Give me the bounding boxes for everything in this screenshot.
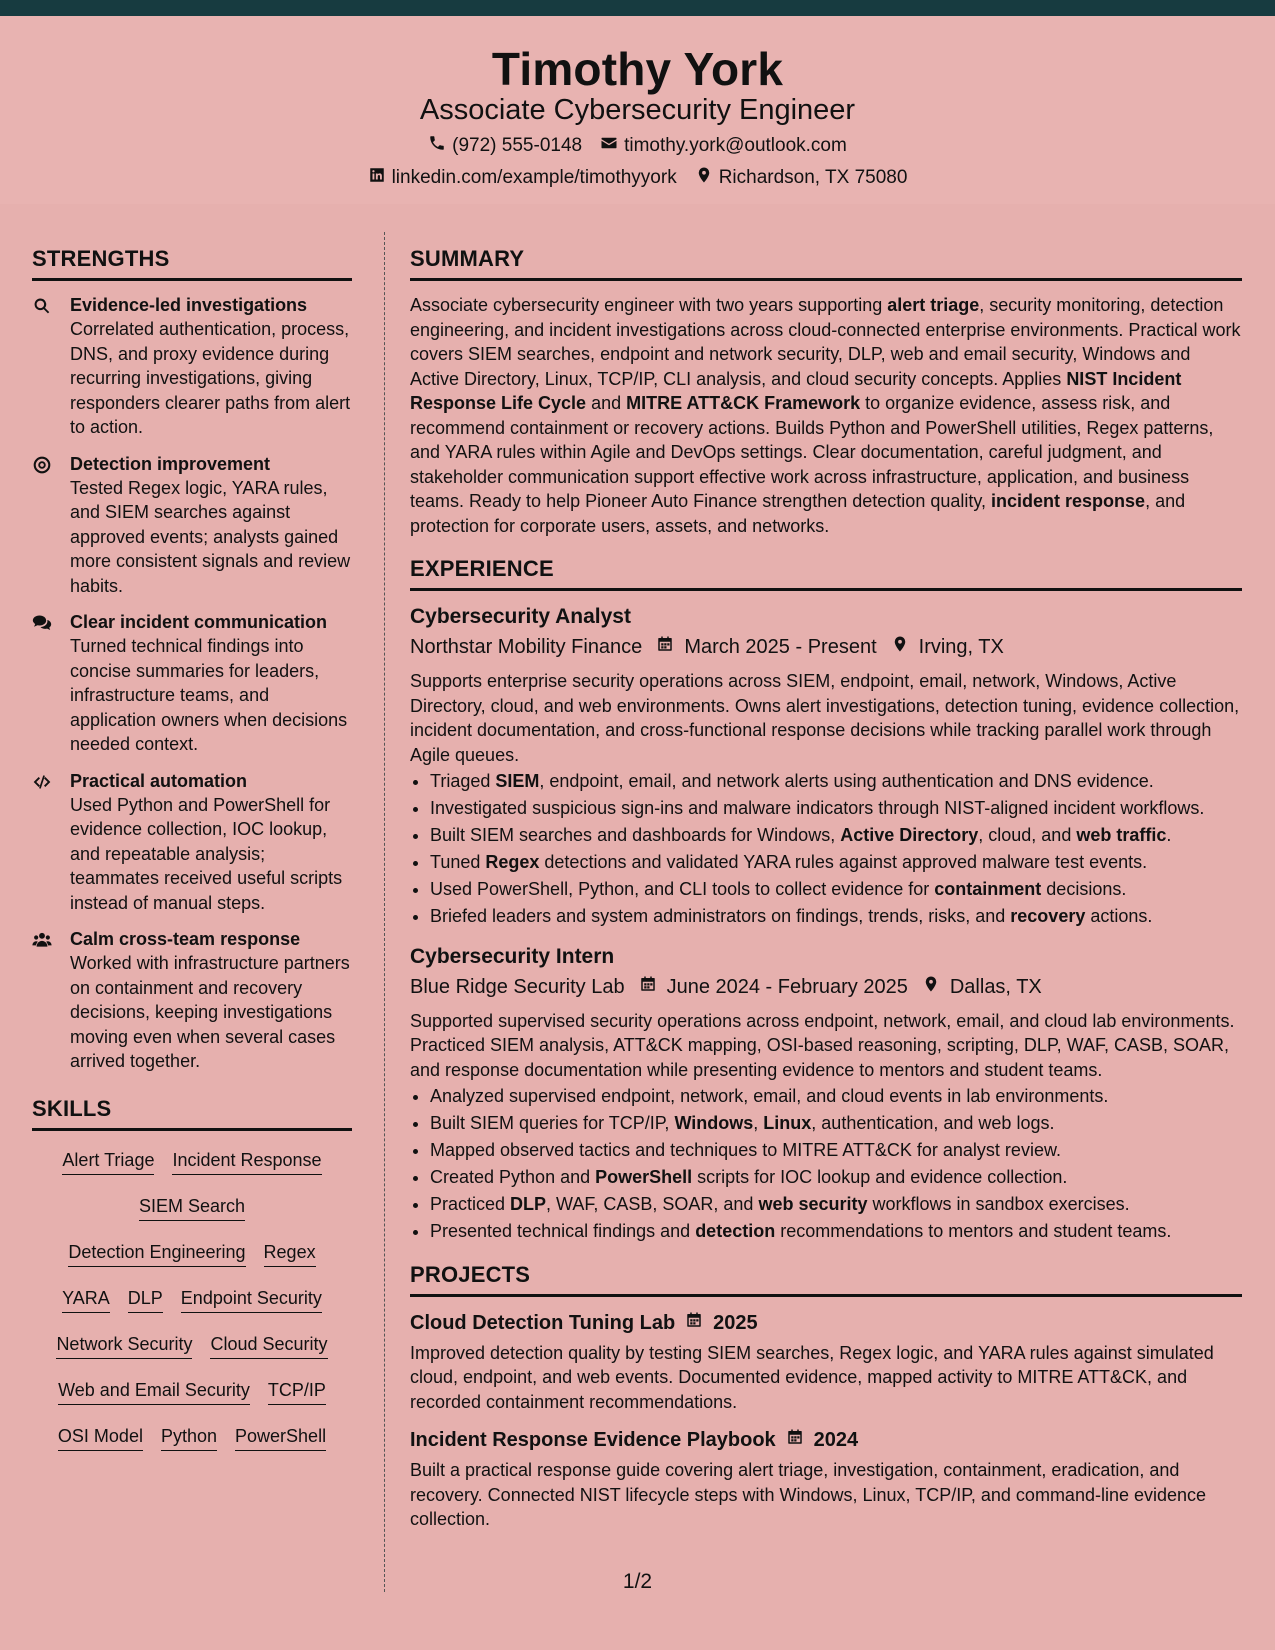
job-bullet: • Presented technical findings and detection recommendations to mentors and student teams.	[430, 1219, 1242, 1244]
skill-tag: Endpoint Security	[181, 1287, 322, 1313]
company-name: Blue Ridge Security Lab	[410, 975, 625, 998]
project-year: 2024	[813, 1429, 859, 1451]
top-accent-bar	[0, 0, 1275, 16]
project-header	[410, 1309, 1242, 1337]
job-bullet: • Briefed leaders and system administrators on findings, trends, risks, and recovery actions.	[430, 904, 1242, 929]
job-entry	[410, 603, 1242, 929]
strength-title: Practical automation	[70, 770, 248, 791]
contact-line-2	[0, 166, 1275, 190]
skill-row	[32, 1287, 352, 1313]
job-bullet: • Used PowerShell, Python, and CLI tools to collect evidence for containment decisions.	[430, 877, 1242, 902]
skill-tag: TCP/IP	[268, 1379, 326, 1405]
location-contact	[695, 166, 908, 190]
skill-tag: SIEM Search	[139, 1195, 245, 1221]
job-bullet: • Built SIEM searches and dashboards for Windows, Active Directory, cloud, and web traffic.	[430, 823, 1242, 848]
job-bullet: • Analyzed supervised endpoint, network, email, and cloud events in lab environments.	[430, 1084, 1242, 1109]
skill-tag: DLP	[128, 1287, 163, 1313]
resume-header	[0, 16, 1275, 204]
job-entry	[410, 943, 1242, 1244]
summary-text: Associate cybersecurity engineer with two years supporting alert triage, security monitoring, detection engineering, and incident investigations across cloud-connected enterprise environments. Practical work covers SIEM searches, endpoint and network security, DLP, web and email security, Windows and Active Directory, Linux, TCP/IP, CLI analysis, and cloud security concepts. Applies NIST Incident Response Life Cycle and MITRE ATT&CK Framework to organize evidence, assess risk, and recommend containment or recovery actions. Builds Python and PowerShell utilities, Regex patterns, and YARA rules within Agile and DevOps settings. Clear documentation, careful judgment, and stakeholder communication support effective work across infrastructure, application, and business teams. Ready to help Pioneer Auto Finance strengthen detection quality, incident response, and protection for corporate users, assets, and networks.	[410, 295, 1241, 536]
phone-icon	[428, 134, 446, 158]
project-year: 2025	[713, 1311, 758, 1334]
candidate-name: Timothy York	[491, 43, 784, 95]
map-pin-icon	[918, 973, 940, 1001]
job-description: Supported supervised security operations across endpoint, network, email, and cloud lab environments. Practiced SIEM analysis, ATT&CK mapping, OSI-based reasoning, scripting, DLP, WAF, CASB, SOAR, and response documentation while presenting evidence to mentors and student teams.	[410, 1010, 1235, 1080]
job-bullets	[410, 1084, 1242, 1244]
strength-desc: Used Python and PowerShell for evidence collection, IOC lookup, and repeatable analysis; teammates received useful scripts instead of manual steps.	[70, 794, 343, 913]
company-name: Northstar Mobility Finance	[410, 636, 643, 658]
job-dates: June 2024 - February 2025	[666, 975, 908, 998]
experience-heading: EXPERIENCE	[410, 556, 1242, 591]
email-contact[interactable]	[600, 134, 847, 158]
job-title: Cybersecurity Analyst	[410, 605, 631, 628]
job-location: Irving, TX	[918, 636, 1004, 658]
strength-desc: Tested Regex logic, YARA rules, and SIEM searches against approved events; analysts gained more consistent signals and review habits.	[70, 477, 351, 596]
strength-item	[32, 293, 352, 440]
skill-row	[32, 1241, 352, 1267]
strengths-heading: STRENGTHS	[32, 246, 352, 281]
job-title: Cybersecurity Intern	[410, 944, 615, 968]
target-icon	[32, 452, 56, 599]
strength-item	[32, 769, 352, 916]
email-text[interactable]: timothy.york@outlook.com	[624, 135, 847, 156]
strength-desc: Correlated authentication, process, DNS, and proxy evidence during recurring investigations, giving responders clearer paths from alert to action.	[70, 319, 351, 437]
location-text: Richardson, TX 75080	[718, 167, 908, 188]
project-description: Improved detection quality by testing SIEM searches, Regex logic, and YARA rules against simulated cloud, endpoint, and web events. Documented evidence, mapped activity to MITRE ATT&CK, and recorded containment recommendations.	[410, 1342, 1214, 1412]
project-entry	[410, 1426, 1242, 1532]
job-description: Supports enterprise security operations across SIEM, endpoint, email, network, Windows, Active Directory, cloud, and web environments. Owns alert investigations, detection tuning, evidence collection, incident documentation, and cross-functional response decisions while tracking parallel work through Agile queues.	[410, 671, 1240, 765]
job-dates: March 2025 - Present	[684, 636, 877, 658]
skill-tag: Alert Triage	[62, 1149, 154, 1175]
strength-item	[32, 927, 352, 1074]
job-bullet: • Created Python and PowerShell scripts for IOC lookup and evidence collection.	[430, 1165, 1242, 1190]
job-meta	[410, 633, 1242, 661]
calendar-icon	[635, 973, 657, 1001]
job-location: Dallas, TX	[949, 975, 1042, 998]
map-pin-icon	[695, 166, 713, 190]
strength-item	[32, 452, 352, 599]
strength-title: Calm cross-team response	[70, 929, 301, 949]
skill-tag: OSI Model	[58, 1425, 143, 1451]
skill-row	[32, 1195, 352, 1221]
skill-row	[32, 1333, 352, 1359]
project-header	[410, 1426, 1242, 1454]
project-title: Incident Response Evidence Playbook	[410, 1429, 776, 1451]
calendar-icon	[685, 1309, 703, 1337]
skills-section	[32, 1096, 352, 1451]
skill-row	[32, 1149, 352, 1175]
job-bullet: • Mapped observed tactics and techniques to MITRE ATT&CK for analyst review.	[430, 1138, 1242, 1163]
strength-desc: Worked with infrastructure partners on containment and recovery decisions, keeping investigations moving even when several cases arrived together.	[70, 953, 350, 1071]
code-icon	[32, 769, 56, 916]
skill-tag: Incident Response	[172, 1149, 321, 1175]
skill-tag: Network Security	[56, 1333, 192, 1359]
job-bullet: • Built SIEM queries for TCP/IP, Windows, Linux, authentication, and web logs.	[430, 1111, 1242, 1136]
right-column	[410, 246, 1242, 1532]
job-bullet: • Triaged SIEM, endpoint, email, and network alerts using authentication and DNS evidence.	[430, 769, 1242, 794]
linkedin-icon	[368, 166, 386, 190]
users-icon	[32, 927, 56, 1074]
strength-title: Clear incident communication	[70, 612, 328, 632]
job-bullet: • Practiced DLP, WAF, CASB, SOAR, and web security workflows in sandbox exercises.	[430, 1192, 1242, 1217]
skill-tag: Regex	[264, 1241, 316, 1267]
project-entry	[410, 1309, 1242, 1415]
linkedin-contact[interactable]	[368, 166, 677, 190]
summary-heading: SUMMARY	[410, 246, 1242, 281]
skill-tag: Python	[161, 1425, 217, 1451]
skill-tag: Cloud Security	[210, 1333, 327, 1359]
comments-icon	[32, 610, 56, 757]
skill-row	[32, 1425, 352, 1451]
linkedin-text[interactable]: linkedin.com/example/timothyyork	[391, 167, 677, 188]
strength-title: Detection improvement	[70, 453, 271, 474]
contact-line-1	[0, 134, 1275, 158]
job-bullets	[410, 769, 1242, 929]
job-bullet: • Tuned Regex detections and validated YARA rules against approved malware test events.	[430, 850, 1242, 875]
skill-tag: PowerShell	[235, 1425, 326, 1451]
skill-tag: Web and Email Security	[58, 1379, 250, 1405]
phone-contact	[428, 134, 582, 158]
job-meta	[410, 973, 1242, 1001]
project-description: Built a practical response guide covering alert triage, investigation, containment, eradication, and recovery. Connected NIST lifecycle steps with Windows, Linux, TCP/IP, and command-line evidence collection.	[410, 1460, 1207, 1529]
phone-text: (972) 555-0148	[452, 135, 583, 156]
column-divider	[384, 232, 385, 1592]
skills-heading: SKILLS	[32, 1096, 352, 1131]
skill-tag: YARA	[62, 1287, 110, 1313]
candidate-title: Associate Cybersecurity Engineer	[419, 94, 856, 126]
search-icon	[32, 293, 56, 440]
calendar-icon	[652, 633, 674, 661]
left-column	[32, 246, 352, 1471]
skill-tag: Detection Engineering	[68, 1241, 245, 1267]
strength-desc: Turned technical findings into concise summaries for leaders, infrastructure teams, and application owners when decisions needed context.	[70, 636, 348, 754]
strength-title: Evidence-led investigations	[70, 295, 308, 315]
skill-row	[32, 1379, 352, 1405]
strength-item	[32, 610, 352, 757]
project-title: Cloud Detection Tuning Lab	[410, 1311, 676, 1334]
map-pin-icon	[887, 633, 909, 661]
job-bullet: • Investigated suspicious sign-ins and malware indicators through NIST-aligned incident workflows.	[430, 796, 1242, 821]
page-number: 1/2	[622, 1570, 653, 1593]
projects-heading: PROJECTS	[410, 1262, 1242, 1297]
envelope-icon	[600, 134, 618, 158]
calendar-icon	[786, 1426, 804, 1454]
